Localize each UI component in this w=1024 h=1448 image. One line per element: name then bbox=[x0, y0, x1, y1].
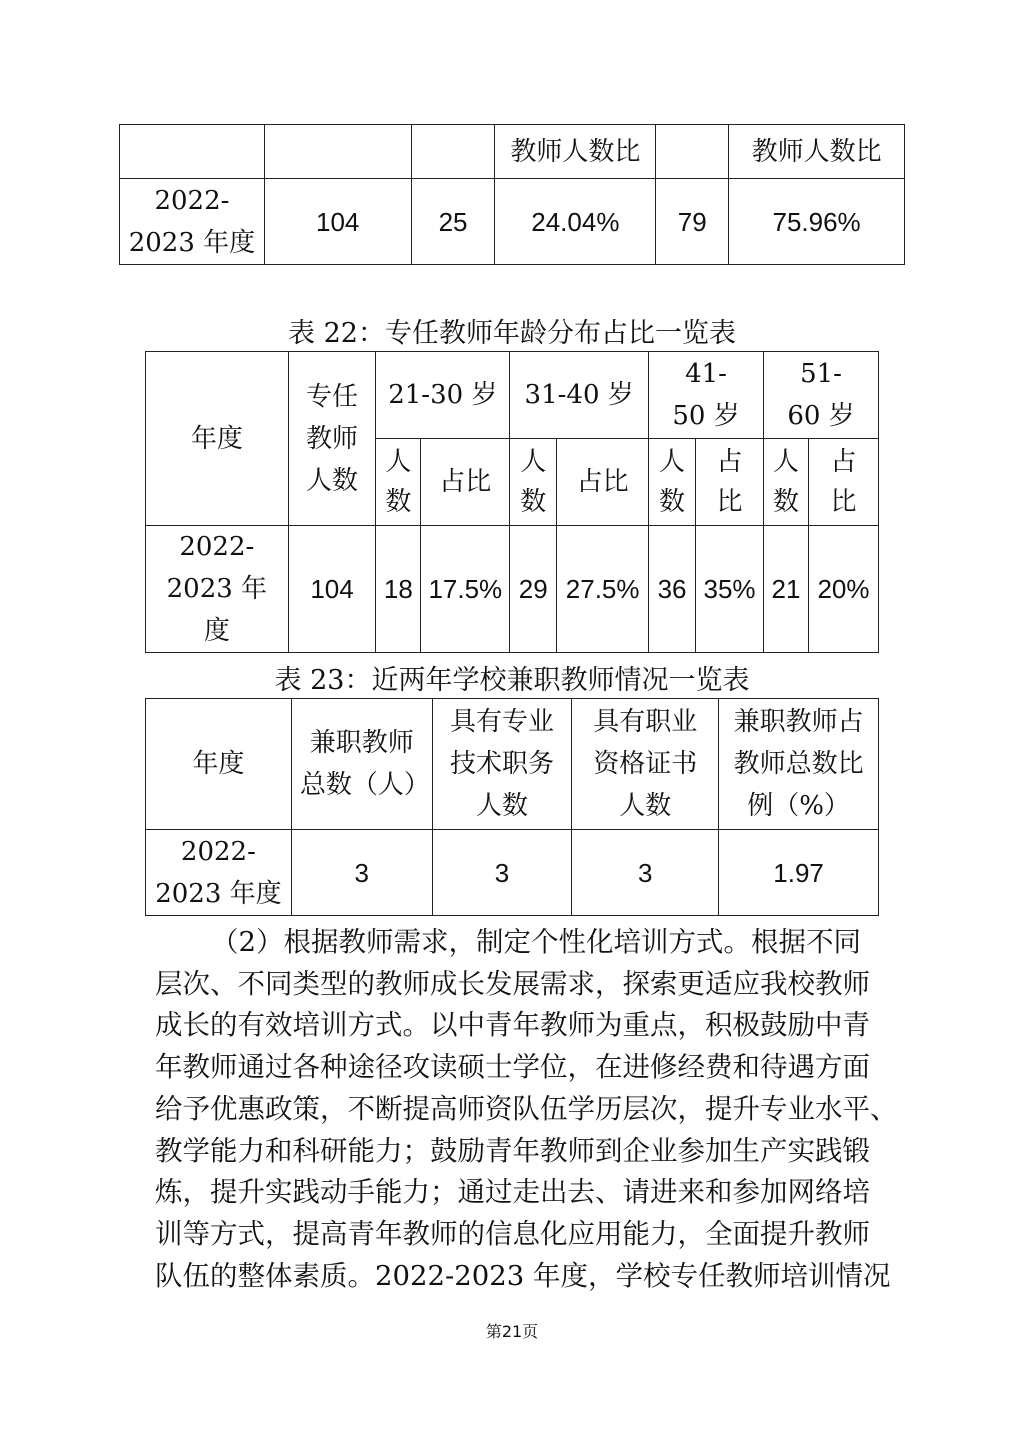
table-cell: 17.5% bbox=[421, 526, 510, 653]
table-cell bbox=[120, 125, 265, 179]
header-count: 人数 bbox=[376, 439, 421, 526]
paragraph-line: 队伍的整体素质。2022-2023 年度，学校专任教师培训情况 bbox=[155, 1259, 891, 1292]
table-cell: 2022-2023 年度 bbox=[146, 526, 289, 653]
table-row bbox=[146, 352, 879, 439]
table22-caption: 表 22：专任教师年龄分布占比一览表 bbox=[288, 318, 736, 349]
paragraph-line: 年教师通过各种途径攻读硕士学位，在进修经费和待遇方面 bbox=[155, 1051, 870, 1084]
header-age-21-30: 21-30 岁 bbox=[376, 352, 510, 439]
table-cell: 教师人数比 bbox=[729, 125, 905, 179]
paragraph-line: 成长的有效培训方式。以中青年教师为重点，积极鼓励中青 bbox=[155, 1009, 870, 1042]
page-number: 第21页 bbox=[485, 1322, 539, 1341]
table-22 bbox=[145, 351, 879, 653]
paragraph-line: 给予优惠政策，不断提高师资队伍学历层次，提升专业水平、 bbox=[155, 1092, 898, 1125]
table-cell: 3 bbox=[572, 830, 719, 916]
table-row bbox=[146, 699, 879, 830]
table-cell: 1.97 bbox=[719, 830, 879, 916]
paragraph-line: 炼，提升实践动手能力；通过走出去、请进来和参加网络培 bbox=[155, 1176, 870, 1209]
header-cert: 具有职业资格证书人数 bbox=[572, 699, 719, 830]
table-cell: 27.5% bbox=[557, 526, 649, 653]
header-ratio: 占比 bbox=[421, 439, 510, 526]
table-cell bbox=[411, 125, 495, 179]
table-cell bbox=[264, 125, 411, 179]
table23-caption: 表 23：近两年学校兼职教师情况一览表 bbox=[274, 665, 750, 696]
table-cell bbox=[656, 125, 729, 179]
table-cell: 24.04% bbox=[495, 179, 656, 265]
table-cell: 3 bbox=[291, 830, 432, 916]
header-count: 人数 bbox=[764, 439, 809, 526]
table-cell: 21 bbox=[764, 526, 809, 653]
header-ratio: 占比 bbox=[696, 439, 764, 526]
header-ratio: 占比 bbox=[557, 439, 649, 526]
header-age-31-40: 31-40 岁 bbox=[510, 352, 649, 439]
table-cell: 75.96% bbox=[729, 179, 905, 265]
table-cell: 36 bbox=[649, 526, 696, 653]
paragraph-line: 层次、不同类型的教师成长发展需求，探索更适应我校教师 bbox=[155, 967, 870, 1000]
table-cell: 104 bbox=[264, 179, 411, 265]
table-cell: 教师人数比 bbox=[495, 125, 656, 179]
table-row bbox=[146, 830, 879, 916]
table-cell: 104 bbox=[288, 526, 376, 653]
table-cell: 2022-2023 年度 bbox=[146, 830, 292, 916]
header-total: 专任教师人数 bbox=[288, 352, 376, 526]
header-tech: 具有专业技术职务人数 bbox=[432, 699, 572, 830]
paragraph-line: （2）根据教师需求，制定个性化培训方式。根据不同 bbox=[211, 926, 861, 958]
header-ratio: 兼职教师占教师总数比例（%） bbox=[719, 699, 879, 830]
table-23 bbox=[145, 698, 879, 916]
body-paragraph bbox=[155, 922, 898, 1297]
header-year: 年度 bbox=[146, 352, 289, 526]
table-cell: 79 bbox=[656, 179, 729, 265]
header-count: 人数 bbox=[510, 439, 557, 526]
table-cell: 25 bbox=[411, 179, 495, 265]
table-cell: 2022-2023 年度 bbox=[120, 179, 265, 265]
table-cell: 29 bbox=[510, 526, 557, 653]
table-cell: 35% bbox=[696, 526, 764, 653]
header-total: 兼职教师总数（人） bbox=[291, 699, 432, 830]
header-age-41-50: 41-50 岁 bbox=[649, 352, 764, 439]
table-cell: 3 bbox=[432, 830, 572, 916]
paragraph-line: 训等方式，提高青年教师的信息化应用能力，全面提升教师 bbox=[155, 1217, 870, 1250]
table-cell: 20% bbox=[808, 526, 878, 653]
header-age-51-60: 51-60 岁 bbox=[764, 352, 879, 439]
header-ratio: 占比 bbox=[808, 439, 878, 526]
table-row bbox=[146, 526, 879, 653]
header-count: 人数 bbox=[649, 439, 696, 526]
table-row bbox=[120, 179, 905, 265]
table-cell: 18 bbox=[376, 526, 421, 653]
header-year: 年度 bbox=[146, 699, 292, 830]
table-row bbox=[120, 125, 905, 179]
paragraph-line: 教学能力和科研能力；鼓励青年教师到企业参加生产实践锻 bbox=[155, 1134, 870, 1167]
table-top bbox=[119, 124, 905, 265]
